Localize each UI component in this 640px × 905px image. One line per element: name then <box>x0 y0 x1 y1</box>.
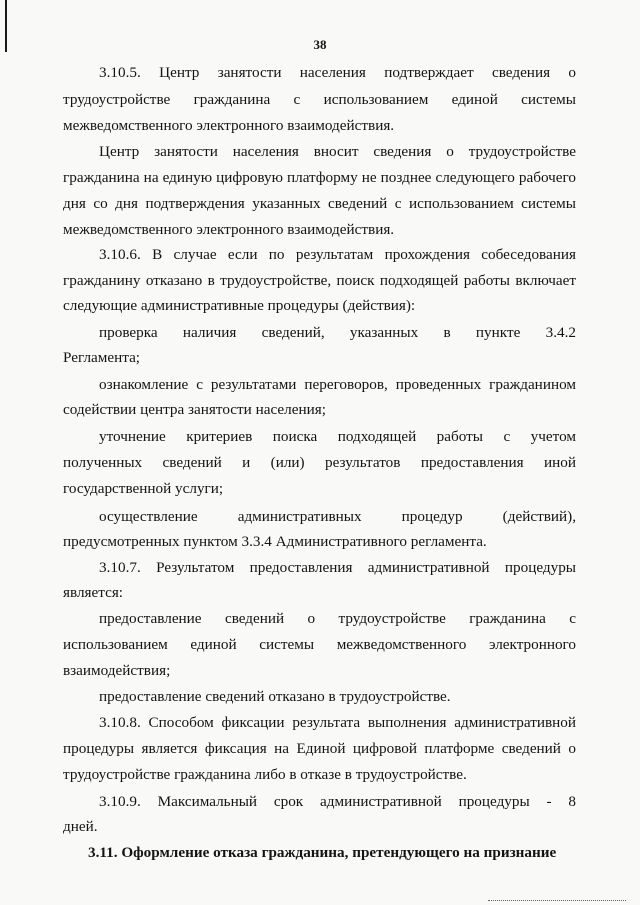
doc-line: осуществление административных процедур (действий), <box>99 508 576 525</box>
doc-line: процедуры является фиксация на Единой цифровой платформе сведений о <box>63 740 576 757</box>
doc-line: дней. <box>63 818 98 835</box>
doc-line: использованием единой системы межведомственного электронного <box>63 636 576 653</box>
doc-line: государственной услуги; <box>63 480 224 497</box>
doc-line: является: <box>63 584 124 601</box>
doc-line: межведомственного электронного взаимодействия. <box>63 117 395 134</box>
footer-dotted-rule <box>488 900 626 901</box>
page-number: 38 <box>313 37 327 52</box>
doc-line: предоставление сведений отказано в трудоустройстве. <box>99 688 451 705</box>
doc-line: трудоустройстве гражданина либо в отказе в трудоустройстве. <box>63 766 467 783</box>
doc-line: Регламента; <box>63 349 141 366</box>
doc-line: гражданина на единую цифровую платформу не позднее следующего рабочего <box>63 169 576 186</box>
doc-line: следующие административные процедуры (действия): <box>63 297 416 314</box>
doc-line: гражданину отказано в трудоустройстве, поиск подходящей работы включает <box>63 272 576 289</box>
section-heading: 3.11. Оформление отказа гражданина, претендующего на признание <box>88 844 557 861</box>
doc-line: 3.10.7. Результатом предоставления административной процедуры <box>99 559 576 576</box>
doc-line: межведомственного электронного взаимодействия. <box>63 221 395 238</box>
doc-line: содействии центра занятости населения; <box>63 401 326 418</box>
doc-line: ознакомление с результатами переговоров, проведенных гражданином <box>99 376 576 393</box>
doc-line: проверка наличия сведений, указанных в пункте 3.4.2 <box>99 324 576 341</box>
doc-line: уточнение критериев поиска подходящей работы с учетом <box>99 428 576 445</box>
doc-line: Центр занятости населения вносит сведения о трудоустройстве <box>99 143 576 160</box>
doc-line: трудоустройстве гражданина с использованием единой системы <box>63 91 576 108</box>
doc-line: взаимодействия; <box>63 662 171 679</box>
doc-line: 3.10.8. Способом фиксации результата выполнения административной <box>99 714 576 731</box>
doc-line: 3.10.5. Центр занятости населения подтверждает сведения о <box>99 64 576 81</box>
doc-line: 3.10.9. Максимальный срок административной процедуры - 8 <box>99 793 576 810</box>
doc-line: полученных сведений и (или) результатов предоставления иной <box>63 454 576 471</box>
doc-line: 3.10.6. В случае если по результатам прохождения собеседования <box>99 246 576 263</box>
doc-line: дня со дня подтверждения указанных сведений с использованием системы <box>63 195 576 212</box>
doc-line: предоставление сведений о трудоустройстве гражданина с <box>99 610 576 627</box>
doc-line: предусмотренных пунктом 3.3.4 Административного регламента. <box>63 533 487 550</box>
